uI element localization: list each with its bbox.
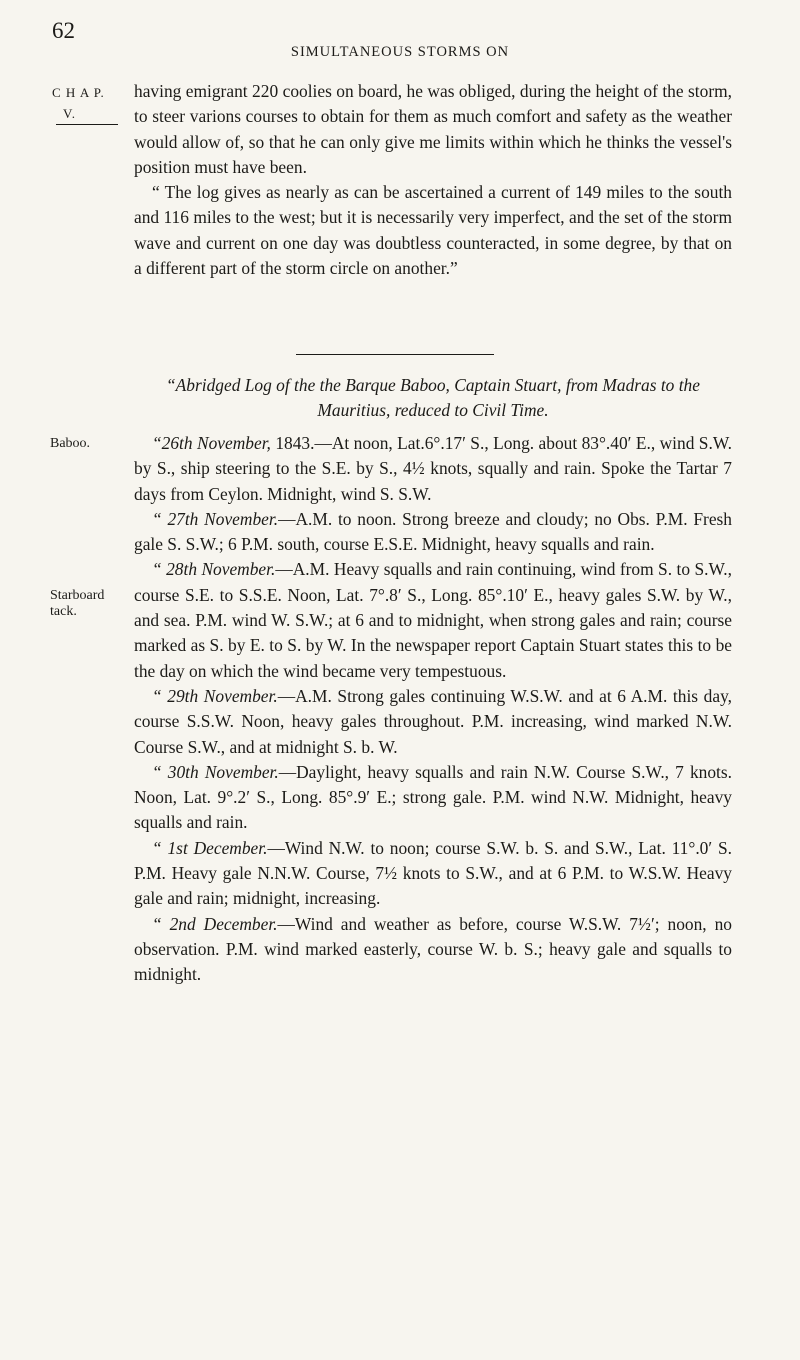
log-entries [134,431,732,988]
intro-text [134,79,732,281]
log-entry-date: “ 1st December. [152,837,268,858]
margin-note-starboard-tack: Starboard tack. [50,588,105,619]
log-entry-date: “ 28th November. [152,559,276,580]
log-entry-28-nov [134,557,732,683]
chapter-marker [52,82,132,124]
log-entry-date: “ 27th November. [152,508,279,529]
log-entry-29-nov [134,684,732,760]
page-number: 62 [52,18,75,43]
margin-note-baboo: Baboo. [50,436,91,451]
chapter-label: C H A P. [52,85,105,100]
running-head: SIMULTANEOUS STORMS ON [290,44,510,60]
intro-paragraph-1: having emigrant 220 coolies on board, he was obliged, during the height of the storm, to steer varions courses to obtain for them as much comfort and safety as the weather would allow of, so that he can only give me limits within which he thinks the vessel's position must have been. [134,81,732,177]
chapter-rule [56,124,118,125]
log-entry-1-dec [134,836,732,912]
log-entry-text: —A.M. to noon. Strong breeze and cloudy; no Obs. P.M. Fresh gale S. S.W.; 6 P.M. south, course E.S.E. Midnight, heavy squalls and rain. [134,508,732,555]
chapter-number: V. [63,106,76,121]
log-entry-26-nov [134,431,732,507]
section-divider [296,354,494,355]
log-title-text: “Abridged Log of the the Barque Baboo, Captain Stuart, from Madras to the Mauritius, reduced to Civil Time. [166,375,700,421]
log-entry-27-nov [134,507,732,558]
log-entry-text: —Wind and weather as before, course W.S.W. 7½′; noon, no observation. P.M. wind marked easterly, course W. b. S.; heavy gale and squalls to midnight. [134,913,732,985]
log-entry-text: —A.M. Strong gales continuing W.S.W. and at 6 A.M. this day, course S.S.W. Noon, heavy gales throughout. P.M. increasing, wind marked N.W. Course S.W., and at midnight S. b. W. [134,685,732,757]
log-entry-date: “ 29th November. [152,685,278,706]
log-entry-text: —Wind N.W. to noon; course S.W. b. S. and S.W., Lat. 11°.0′ S. P.M. Heavy gale N.N.W. Course, 7½ knots to S.W., and at 6 P.M. to W.S.W. Heavy gale and rain; midnight, increasing. [134,837,732,909]
log-entry-date: “26th November, [152,433,271,453]
log-title [134,373,732,424]
log-entry-date: “ 2nd December. [152,913,278,934]
log-entry-text: —A.M. Heavy squalls and rain continuing, wind from S. to S.W., course S.E. to S.S.E. Noon, Lat. 7°.8′ S., Long. 85°.10′ E., heavy gales S.W. by W., and sea. P.M. wind W. S.W.; at 6 and to midnight, when strong gales and rain; course marked as S. by E. to S. by W. In the newspaper report Captain Stuart states this to be the day on which the wind became very tempestuous. [134,559,732,681]
log-entry-text: —Daylight, heavy squalls and rain N.W. Course S.W., 7 knots. Noon, Lat. 9°.2′ S., Long. 85°.9′ E.; strong gale. P.M. wind N.W. Midnight, heavy squalls and rain. [134,761,732,833]
log-entry-date: “ 30th November. [152,761,279,782]
log-entry-30-nov [134,760,732,836]
log-entry-text: 1843.—At noon, Lat.6°.17′ S., Long. about 83°.40′ E., wind S.W. by S., ship steering to the S.E. by S., 4½ knots, squally and rain. Spoke the Tartar 7 days from Ceylon. Midnight, wind S. S.W. [134,433,732,504]
log-entry-2-dec [134,912,732,988]
intro-paragraph-2: “ The log gives as nearly as can be ascertained a current of 149 miles to the south and 116 miles to the west; but it is necessarily very imperfect, and the set of the storm wave and current on one day was doubtless counteracted, in some degree, by that on a different part of the storm circle on another.” [134,182,732,279]
